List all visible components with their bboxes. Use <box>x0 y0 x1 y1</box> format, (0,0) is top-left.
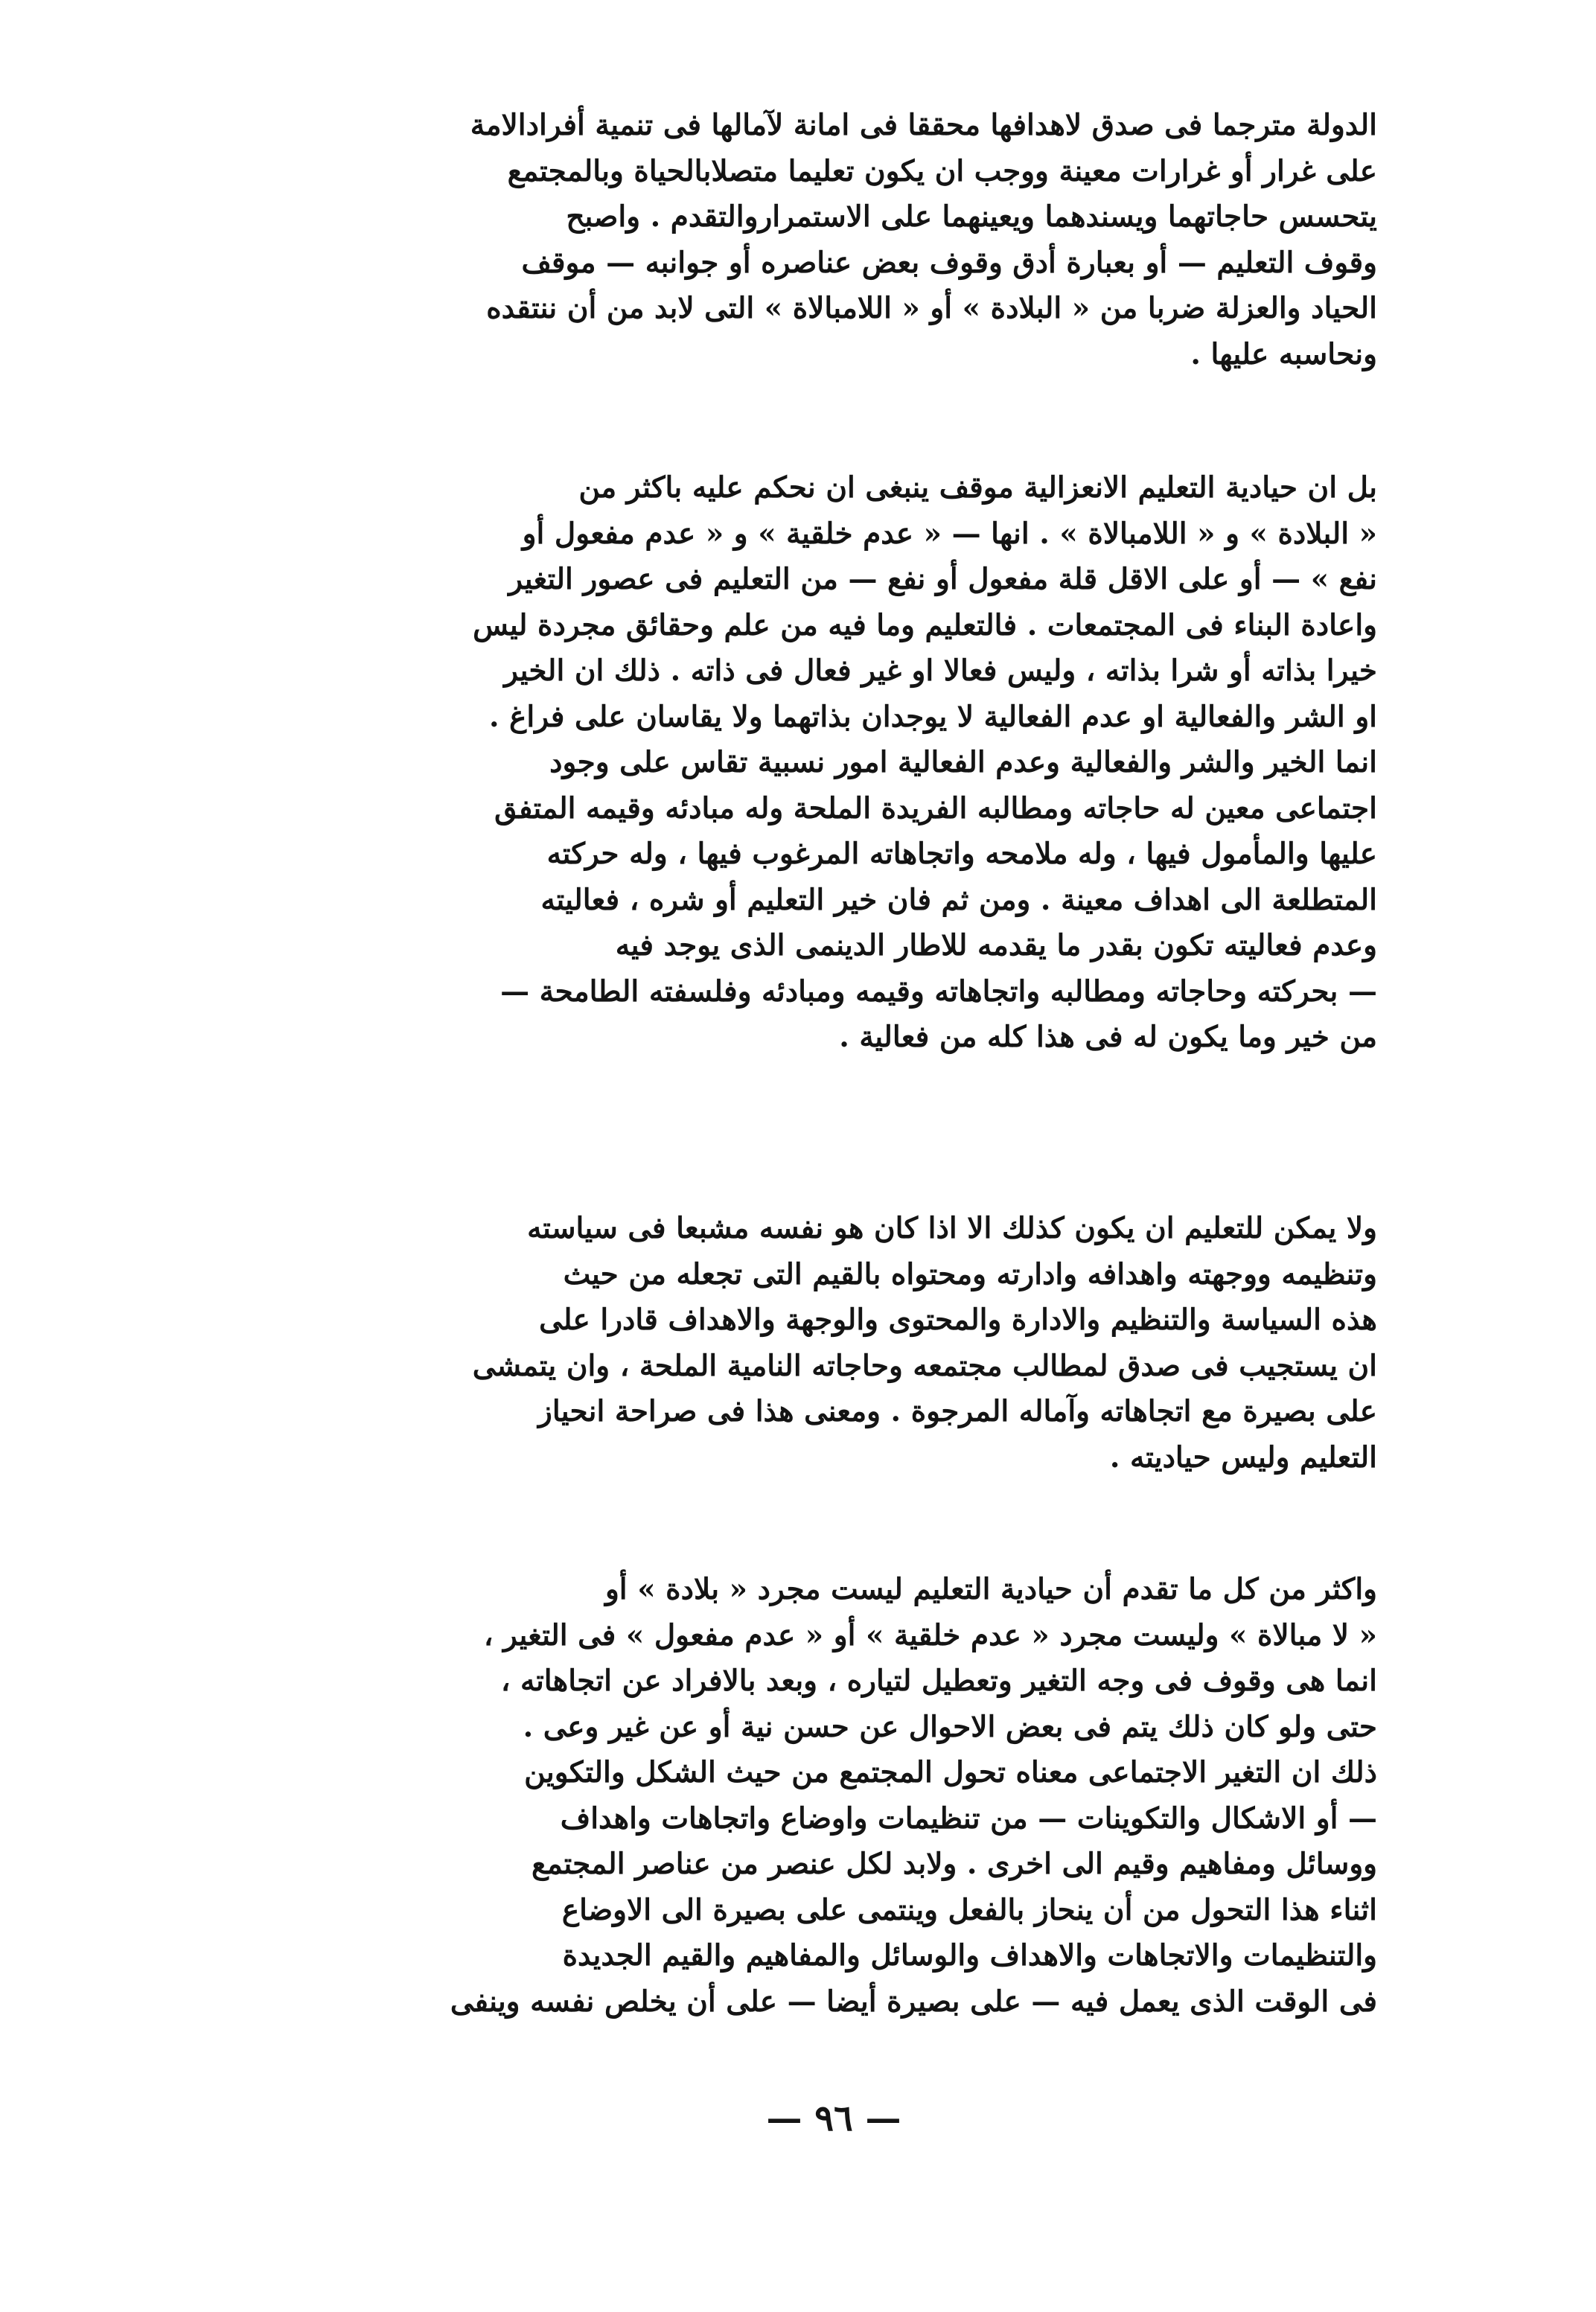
text-line: انما هى وقوف فى وجه التغير وتعطيل لتياره ، وبعد بالافراد عن اتجاهاته ، <box>500 1664 1377 1698</box>
text-line: والتنظيمات والاتجاهات والاهداف والوسائل والمفاهيم والقيم الجديدة <box>562 1938 1377 1973</box>
text-line: « البلادة » و « اللامبالاة » . انها — « عدم خلقية » و « عدم مفعول أو <box>522 516 1377 551</box>
text-line: — بحركته وحاجاته ومطالبه واتجاهاته وقيمه ومبادئه وفلسفته الطامحة — <box>500 974 1377 1009</box>
text-line: هذه السياسة والتنظيم والادارة والمحتوى والوجهة والاهداف قادرا على <box>539 1303 1377 1337</box>
text-line: واعادة البناء فى المجتمعات . فالتعليم وما فيه من علم وحقائق مجردة ليس <box>473 607 1377 642</box>
text-line: على غرار أو غرارات معينة ووجب ان يكون تعليما متصلابالحياة وبالمجتمع <box>507 153 1377 188</box>
page-number: — ٩٦ — <box>766 2098 901 2139</box>
text-line: عليها والمأمول فيها ، وله ملامحه واتجاهاته المرغوب فيها ، وله حركته <box>546 837 1377 871</box>
text-line: التعليم وليس حياديته . <box>1109 1440 1377 1475</box>
paragraph-3 <box>268 1206 1377 1481</box>
text-line: المتطلعة الى اهداف معينة . ومن ثم فان خير التعليم أو شره ، فعاليته <box>540 882 1377 917</box>
text-line: ونحاسبه عليها . <box>1190 336 1377 371</box>
text-line: الدولة مترجما فى صدق لاهدافها محققا فى امانة لآمالها فى تنمية أفرادالامة <box>470 108 1377 142</box>
text-line: فى الوقت الذى يعمل فيه — على بصيرة أيضا — على أن يخلص نفسه وينفى <box>450 1984 1377 2019</box>
paragraph-1 <box>268 103 1377 377</box>
text-line: خيرا بذاته أو شرا بذاته ، وليس فعالا او غير فعال فى ذاته . ذلك ان الخير <box>504 654 1377 688</box>
text-line: انما الخير والشر والفعالية وعدم الفعالية امور نسبية تقاس على وجود <box>549 745 1377 779</box>
text-line: يتحسس حاجاتهما ويسندهما ويعينهما على الاستمراروالتقدم . واصبح <box>566 199 1377 234</box>
text-line: بل ان حيادية التعليم الانعزالية موقف ينبغى ان نحكم عليه باكثر من <box>578 470 1377 505</box>
text-line: ووسائل ومفاهيم وقيم الى اخرى . ولابد لكل عنصر من عناصر المجتمع <box>532 1847 1377 1881</box>
text-line: ولا يمكن للتعليم ان يكون كذلك الا اذا كان هو نفسه مشبعا فى سياسته <box>527 1211 1377 1245</box>
text-line: « لا مبالاة » وليست مجرد « عدم خلقية » أو « عدم مفعول » فى التغير ، <box>483 1618 1377 1652</box>
text-line: ذلك ان التغير الاجتماعى معناه تحول المجتمع من حيث الشكل والتكوين <box>524 1755 1377 1789</box>
text-line: واكثر من كل ما تقدم أن حيادية التعليم ليست مجرد « بلادة » أو <box>604 1572 1377 1606</box>
text-line: وتنظيمه ووجهته واهدافه وادارته ومحتواه بالقيم التى تجعله من حيث <box>563 1256 1377 1291</box>
text-line: وقوف التعليم — أو بعبارة أدق وقوف بعض عناصره أو جوانبه — موقف <box>521 245 1377 280</box>
text-line: الحياد والعزلة ضربا من « البلادة » أو « اللامبالاة » التى لابد من أن ننتقده <box>486 291 1377 325</box>
text-line: ان يستجيب فى صدق لمطالب مجتمعه وحاجاته النامية الملحة ، وان يتمشى <box>472 1348 1377 1383</box>
text-line: من خير وما يكون له فى هذا كله من فعالية . <box>839 1020 1377 1054</box>
text-line: نفع » — أو على الاقل قلة مفعول أو نفع — من التعليم فى عصور التغير <box>508 562 1377 596</box>
paragraph-2 <box>268 465 1377 1061</box>
text-line: اثناء هذا التحول من أن ينحاز بالفعل وينتمى على بصيرة الى الاوضاع <box>561 1892 1377 1927</box>
text-line: او الشر والفعالية او عدم الفعالية لا يوجدان بذاتهما ولا يقاسان على فراغ . <box>488 699 1377 734</box>
text-line: وعدم فعاليته تكون بقدر ما يقدمه للاطار الدينمى الذى يوجد فيه <box>615 928 1377 962</box>
paragraph-4 <box>268 1567 1377 2025</box>
text-line: — أو الاشكال والتكوينات — من تنظيمات واوضاع واتجاهات واهداف <box>560 1801 1377 1836</box>
text-line: اجتماعى معين له حاجاته ومطالبه الفريدة الملحة وله مبادئه وقيمه المتفق <box>494 791 1377 826</box>
text-line: على بصيرة مع اتجاهاته وآماله المرجوة . ومعنى هذا فى صراحة انحياز <box>537 1394 1377 1428</box>
text-line: حتى ولو كان ذلك يتم فى بعض الاحوال عن حسن نية أو عن غير وعى . <box>523 1709 1377 1744</box>
